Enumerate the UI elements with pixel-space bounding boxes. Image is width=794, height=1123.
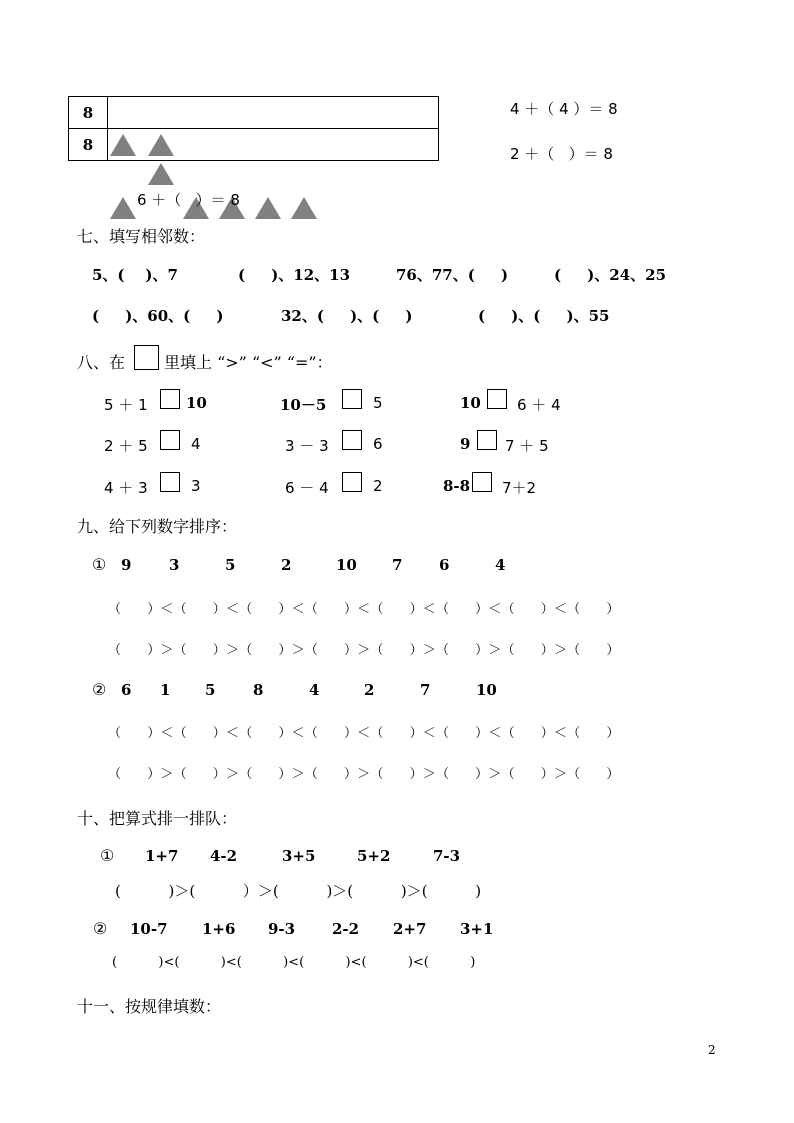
compare-box[interactable] <box>487 389 507 409</box>
group-marker: ① <box>100 846 115 865</box>
expression: 5+2 <box>357 847 391 865</box>
section9-heading: 九、给下列数字排序： <box>77 517 238 536</box>
sort-number: 3 <box>169 556 180 574</box>
section7-item: 76、77、( ) <box>396 266 509 284</box>
table-row-number: 8 <box>69 97 108 129</box>
group-marker: ① <box>92 555 107 574</box>
group-marker: ② <box>93 919 108 938</box>
section7-heading: 七、填写相邻数： <box>77 227 206 246</box>
expression: 2+7 <box>393 920 427 938</box>
section7-item: ( )、12、13 <box>238 266 351 284</box>
expression: 10-7 <box>130 920 168 938</box>
compare-box[interactable] <box>472 472 492 492</box>
section7-item: 32、( )、( ) <box>281 307 413 325</box>
table-row <box>69 97 439 129</box>
equation-right-1: 4 ＋（ 4 ）＝ 8 <box>510 100 618 118</box>
equation-triangles: 6 ＋（ ）＝ 8 <box>137 191 240 209</box>
sort-number: 7 <box>420 681 431 699</box>
section7-item: ( )、( )、55 <box>478 307 610 325</box>
compare-right: 6 <box>373 435 383 453</box>
sort-number: 1 <box>160 681 171 699</box>
sort-number: 10 <box>476 681 497 699</box>
compare-box[interactable] <box>160 472 180 492</box>
compare-right: 3 <box>191 477 201 495</box>
compare-right: 2 <box>373 477 383 495</box>
section7-item: ( )、24、25 <box>554 266 667 284</box>
compare-right: 4 <box>191 435 201 453</box>
less-than-row: （ ）＜（ ）＜（ ）＜（ ）＜（ ）＜（ ）＜（ ）＜（ ） <box>108 602 620 617</box>
order-answer-row: ( )<( )<( )<( )<( )<( ) <box>112 955 476 970</box>
compare-box[interactable] <box>160 430 180 450</box>
expression: 4-2 <box>210 847 238 865</box>
expression: 1+6 <box>202 920 236 938</box>
compare-left: 8-8 <box>443 477 471 495</box>
sort-number: 6 <box>121 681 132 699</box>
section8-heading-rest: 里填上 “>” “<” “=”： <box>164 353 333 372</box>
compare-left: 4 ＋ 3 <box>104 479 148 497</box>
gray-triangle-icon <box>148 134 174 156</box>
section7-item: 5、( )、7 <box>92 266 178 284</box>
table-row-content <box>108 97 439 129</box>
section7-item: ( )、60、( ) <box>92 307 224 325</box>
group-marker: ② <box>92 680 107 699</box>
compare-left: 10－5 <box>280 396 327 414</box>
gray-triangle-icon <box>110 134 136 156</box>
compare-box[interactable] <box>342 430 362 450</box>
compare-left: 10 <box>460 394 481 412</box>
sort-number: 9 <box>121 556 132 574</box>
equation-right-2: 2 ＋（ ）＝ 8 <box>510 145 613 163</box>
expression: 9-3 <box>268 920 296 938</box>
compare-left: 3 － 3 <box>285 437 329 455</box>
sort-number: 5 <box>225 556 236 574</box>
section8-heading: 八、在 <box>77 353 126 372</box>
compare-box[interactable] <box>342 389 362 409</box>
greater-than-row: （ ）＞（ ）＞（ ）＞（ ）＞（ ）＞（ ）＞（ ）＞（ ） <box>108 643 620 658</box>
compare-left: 2 ＋ 5 <box>104 437 148 455</box>
greater-than-row: （ ）＞（ ）＞（ ）＞（ ）＞（ ）＞（ ）＞（ ）＞（ ） <box>108 767 620 782</box>
sort-number: 4 <box>309 681 320 699</box>
sort-number: 2 <box>281 556 292 574</box>
expression: 2-2 <box>332 920 360 938</box>
compare-box[interactable] <box>342 472 362 492</box>
compare-right: 7＋2 <box>502 479 537 497</box>
sort-number: 10 <box>336 556 357 574</box>
less-than-row: （ ）＜（ ）＜（ ）＜（ ）＜（ ）＜（ ）＜（ ）＜（ ） <box>108 726 620 741</box>
gray-triangle-icon <box>110 197 136 219</box>
sort-number: 6 <box>439 556 450 574</box>
section11-heading: 十一、按规律填数： <box>77 997 222 1016</box>
compare-right: 10 <box>186 394 207 412</box>
sort-number: 2 <box>364 681 375 699</box>
table-row-number: 8 <box>69 129 108 161</box>
compare-right: 6 ＋ 4 <box>517 396 561 414</box>
compare-right: 5 <box>373 394 383 412</box>
gray-triangle-icon <box>148 163 174 185</box>
expression: 3+1 <box>460 920 494 938</box>
gray-triangle-icon <box>291 197 317 219</box>
compare-left: 6 － 4 <box>285 479 329 497</box>
expression: 1+7 <box>145 847 179 865</box>
compare-left: 5 ＋ 1 <box>104 396 148 414</box>
compare-box[interactable] <box>477 430 497 450</box>
sort-number: 7 <box>392 556 403 574</box>
sort-number: 5 <box>205 681 216 699</box>
page-number: 2 <box>708 1043 716 1057</box>
compare-right: 7 ＋ 5 <box>505 437 549 455</box>
section10-heading: 十、把算式排一排队： <box>77 809 238 828</box>
sort-number: 8 <box>253 681 264 699</box>
order-answer-row: ( )＞( ）＞( )＞( )＞( ) <box>115 882 482 900</box>
compare-left: 9 <box>460 435 471 453</box>
answer-box <box>134 345 159 370</box>
compare-box[interactable] <box>160 389 180 409</box>
sort-number: 4 <box>495 556 506 574</box>
expression: 3+5 <box>282 847 316 865</box>
expression: 7-3 <box>433 847 461 865</box>
gray-triangle-icon <box>255 197 281 219</box>
